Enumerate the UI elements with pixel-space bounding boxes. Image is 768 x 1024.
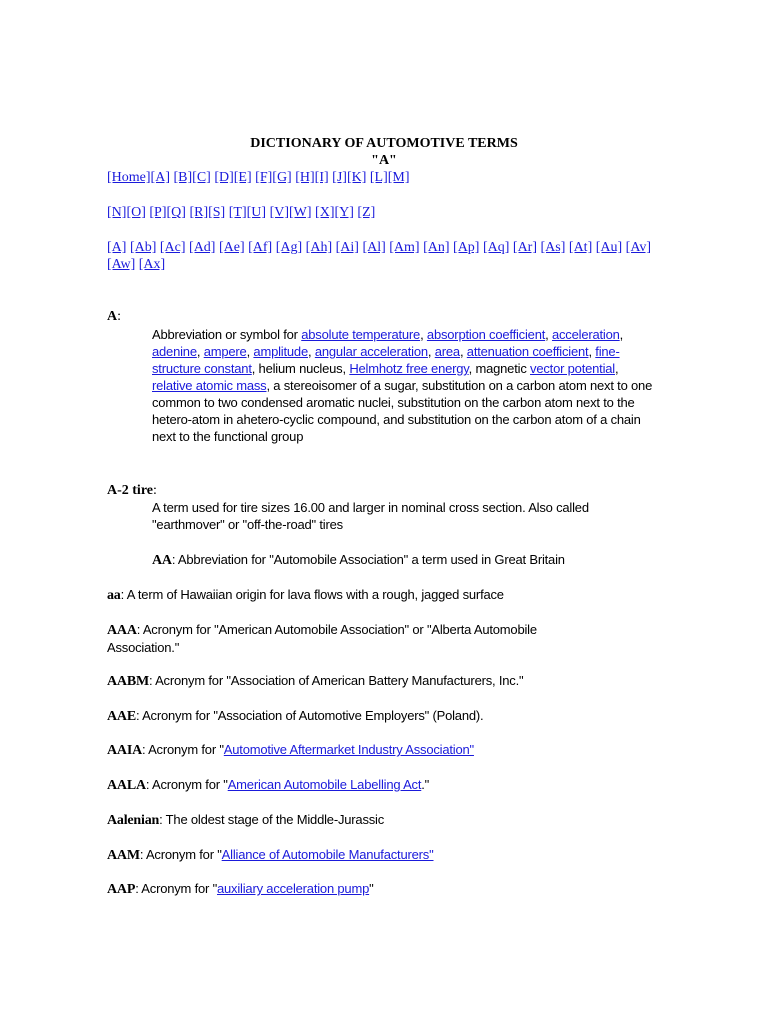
nav-link-p[interactable]: [P] (149, 205, 167, 220)
link-amplitude[interactable]: amplitude (253, 344, 308, 359)
nav-link-g[interactable]: [G] (272, 170, 292, 185)
nav-link-j[interactable]: [J] (332, 170, 347, 185)
page-subtitle: "A" (371, 153, 397, 168)
link-helmhotz-free-energy[interactable]: Helmhotz free energy (349, 361, 469, 376)
entry-term: AA (152, 553, 172, 568)
link-fine-structure-constant[interactable]: fine-structure constant (152, 344, 620, 376)
entry-definition: : Acronym for " (141, 742, 224, 757)
link-aam[interactable]: Alliance of Automobile Manufacturers" (221, 847, 434, 862)
nav-link-ac[interactable]: [Ac] (159, 240, 186, 255)
entry-a2-tire (107, 482, 667, 499)
nav-link-ar[interactable]: [Ar] (512, 240, 538, 255)
nav-link-d[interactable]: [D] (214, 170, 234, 185)
entry-aaa (107, 621, 607, 656)
link-adenine[interactable]: adenine (152, 344, 197, 359)
link-acceleration[interactable]: acceleration (551, 327, 620, 342)
entry-aala (107, 776, 667, 794)
entry-definition-tail: " (369, 881, 374, 896)
link-relative-atomic-mass[interactable]: relative atomic mass (152, 378, 267, 393)
entry-term: AAA (107, 623, 137, 638)
link-attenuation-coefficient[interactable]: attenuation coefficient (466, 344, 589, 359)
nav-link-ax[interactable]: [Ax] (138, 257, 166, 272)
nav-link-x[interactable]: [X] (315, 205, 335, 220)
nav-link-s[interactable]: [S] (208, 205, 226, 220)
entry-term: A (107, 309, 118, 324)
entry-term: AABM (107, 674, 149, 689)
definition-text: Abbreviation or symbol for (152, 327, 302, 342)
nav-link-z[interactable]: [Z] (357, 205, 376, 220)
link-absorption-coefficient[interactable]: absorption coefficient (426, 327, 546, 342)
entry-definition: : Acronym for "Association of Automotive Employers" (Poland). (135, 708, 484, 723)
entry-a-definition: Abbreviation or symbol for absolute temperature, absorption coefficient, acceleration, adenine, ampere, amplitude, angular acceleration, area, attenuation coefficient, fine-structure constant, helium nucleus, Helmhotz free energy, magnetic vector potential, relative atomic mass, a stereoisomer of a sugar, substitution on a carbon atom next to one common to two condensed aromatic nuclei, substitution on the carbon atom next to the hetero-atom in ahetero-cyclic compound, and substitution on the carbon atom of a chain next to the functional group (152, 327, 653, 444)
nav-link-l[interactable]: [L] (369, 170, 388, 185)
nav-link-av[interactable]: [Av] (625, 240, 652, 255)
nav-link-w[interactable]: [W] (289, 205, 312, 220)
entry-definition: : Acronym for " (139, 847, 222, 862)
entry-separator: : (117, 309, 122, 324)
entry-term: AAP (107, 882, 136, 897)
nav-link-ag[interactable]: [Ag] (275, 240, 303, 255)
nav-link-aq[interactable]: [Aq] (482, 240, 510, 255)
entry-aap (107, 880, 667, 898)
definition-text: , magnetic (468, 361, 531, 376)
nav-link-a[interactable]: [A] (107, 240, 127, 255)
entry-separator: : (153, 483, 157, 498)
nav-link-i[interactable]: [I] (314, 170, 329, 185)
link-aala[interactable]: American Automobile Labelling Act (227, 777, 422, 792)
nav-link-y[interactable]: [Y] (334, 205, 354, 220)
entry-a2-tire-definition: A term used for tire sizes 16.00 and larger in nominal cross section. Also called "earthmover" or "off-the-road" tires (152, 500, 589, 532)
entry-term: AAE (107, 709, 136, 724)
entry-aa-upper (152, 551, 662, 569)
nav-link-ah[interactable]: [Ah] (305, 240, 333, 255)
nav-link-f[interactable]: [F] (255, 170, 273, 185)
nav-link-q[interactable]: [Q] (166, 205, 186, 220)
link-area[interactable]: area (434, 344, 460, 359)
link-vector-potential[interactable]: vector potential (530, 361, 615, 376)
nav-link-as[interactable]: [As] (540, 240, 566, 255)
entry-term: Aalenian (107, 813, 160, 828)
alphabet-nav-row-2 (107, 204, 667, 221)
nav-link-r[interactable]: [R] (189, 205, 209, 220)
nav-link-m[interactable]: [M] (387, 170, 410, 185)
alphabet-nav-row-1 (107, 169, 667, 186)
nav-link-e[interactable]: [E] (233, 170, 252, 185)
page-title: DICTIONARY OF AUTOMOTIVE TERMS (250, 136, 518, 151)
entry-definition: : Acronym for "Association of American Battery Manufacturers, Inc." (148, 673, 524, 688)
nav-link-k[interactable]: [K] (346, 170, 367, 185)
entry-definition: : A term of Hawaiian origin for lava flows with a rough, jagged surface (120, 587, 504, 602)
entry-term: aa (107, 588, 121, 603)
nav-link-ae[interactable]: [Ae] (218, 240, 245, 255)
entry-aalenian (107, 811, 667, 829)
entry-definition-tail: ." (421, 777, 430, 792)
nav-link-ap[interactable]: [Ap] (453, 240, 480, 255)
nav-link-ai[interactable]: [Ai] (335, 240, 359, 255)
nav-link-af[interactable]: [Af] (248, 240, 273, 255)
entry-definition: : Abbreviation for "Automobile Association" a term used in Great Britain (171, 552, 565, 567)
entry-aa-lower (107, 586, 667, 604)
entry-term: AAIA (107, 743, 142, 758)
entry-aae (107, 707, 667, 725)
nav-link-aw[interactable]: [Aw] (107, 257, 136, 272)
link-ampere[interactable]: ampere (203, 344, 247, 359)
definition-text: , a stereoisomer of a sugar, substitution on a carbon atom next to one common to two condensed aromatic nuclei, substitution on the carbon atom next to the hetero-atom in ahetero-cyclic compound, and substitution on the carbon atom of a chain next to the functional group (152, 378, 653, 444)
nav-link-ab[interactable]: [Ab] (129, 240, 157, 255)
entry-definition: : The oldest stage of the Middle-Jurassic (159, 812, 385, 827)
link-aap[interactable]: auxiliary acceleration pump (217, 881, 370, 896)
nav-link-home[interactable]: [Home] (107, 170, 151, 185)
link-angular-acceleration[interactable]: angular acceleration (314, 344, 428, 359)
nav-link-o[interactable]: [O] (126, 205, 146, 220)
nav-link-b[interactable]: [B] (173, 170, 193, 185)
entry-definition: : Acronym for " (145, 777, 228, 792)
entry-aam (107, 846, 667, 864)
nav-link-u[interactable]: [U] (246, 205, 267, 220)
nav-link-n[interactable]: [N] (107, 205, 127, 220)
entry-term: A-2 tire (107, 483, 153, 498)
nav-link-an[interactable]: [An] (423, 240, 450, 255)
nav-link-au[interactable]: [Au] (595, 240, 623, 255)
nav-link-a[interactable]: [A] (150, 170, 170, 185)
entry-term: AALA (107, 778, 146, 793)
nav-link-al[interactable]: [Al] (362, 240, 386, 255)
subsection-nav-row (107, 239, 667, 273)
nav-link-c[interactable]: [C] (192, 170, 211, 185)
nav-link-am[interactable]: [Am] (389, 240, 420, 255)
nav-link-v[interactable]: [V] (269, 205, 289, 220)
entry-aaia (107, 741, 667, 759)
entry-definition: : Acronym for " (135, 881, 217, 896)
entry-a (107, 308, 667, 325)
entry-aabm (107, 672, 667, 690)
definition-text: , helium nucleus, (251, 361, 350, 376)
nav-link-h[interactable]: [H] (295, 170, 315, 185)
nav-link-at[interactable]: [At] (568, 240, 593, 255)
nav-link-ad[interactable]: [Ad] (189, 240, 216, 255)
entry-definition: : Acronym for "American Automobile Association" or "Alberta Automobile Association." (107, 622, 537, 655)
link-absolute-temperature[interactable]: absolute temperature (301, 327, 421, 342)
entry-term: AAM (107, 848, 140, 863)
link-aaia[interactable]: Automotive Aftermarket Industry Association" (223, 742, 474, 757)
nav-link-t[interactable]: [T] (228, 205, 247, 220)
title-block (107, 135, 661, 169)
